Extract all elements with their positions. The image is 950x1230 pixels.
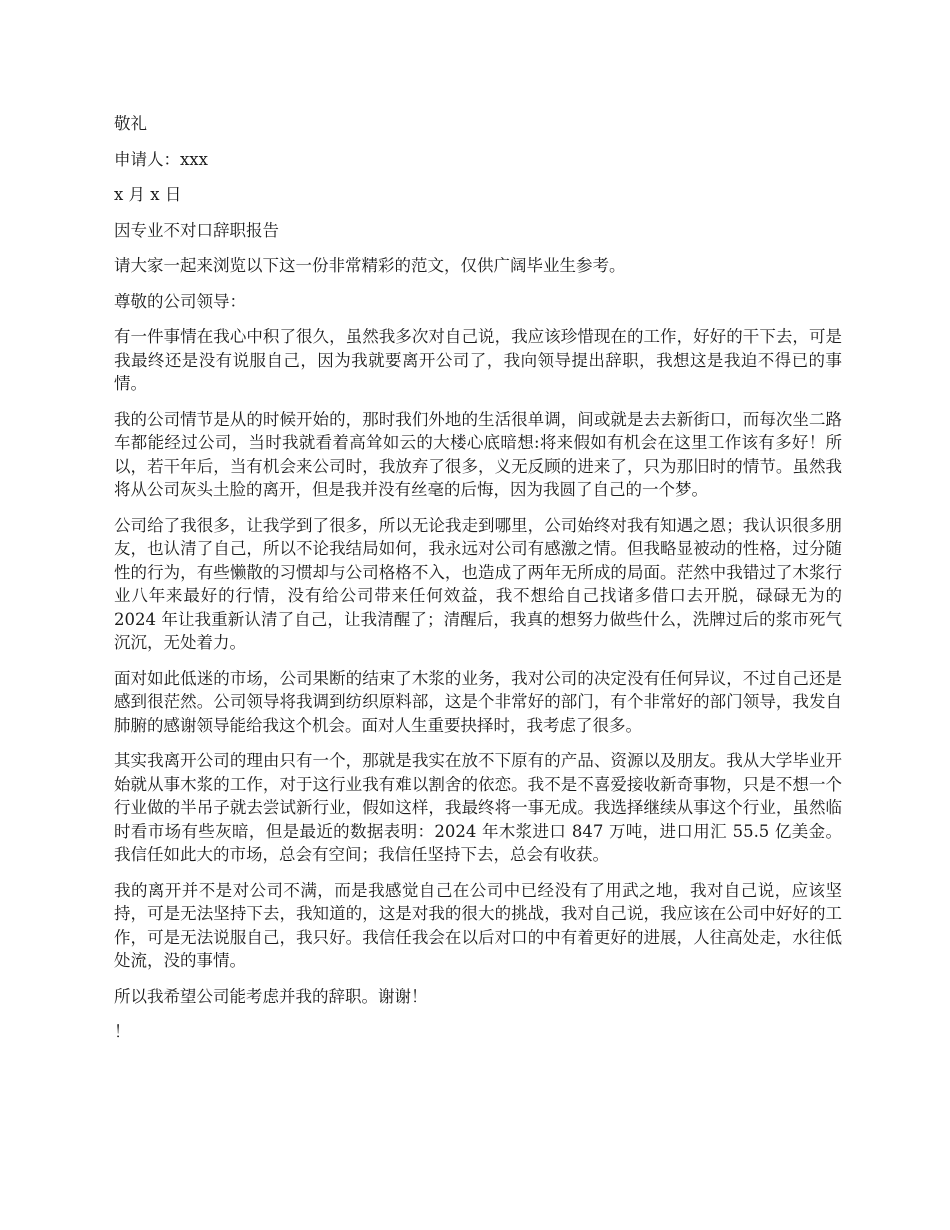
body-paragraph: 其实我离开公司的理由只有一个，那就是我实在放不下原有的产品、资源以及朋友。我从大学毕业开始就从事木浆的工作，对于这行业我有难以割舍的依恋。我不是不喜爱接收新奇事物，只是不想一个行业做的半吊子就去尝试新行业，假如这样，我最终将一事无成。我选择继续从事这个行业，虽然临时看市场有些灰暗，但是最近的数据表明：2024 年木浆进口 847 万吨，进口用汇 55.5 亿美金。我信任如此大的市场，总会有空间；我信任坚持下去，总会有收获。: [114, 751, 842, 864]
body-paragraph: 有一件事情在我心中积了很久，虽然我多次对自己说，我应该珍惜现在的工作，好好的干下去，可是我最终还是没有说服自己，因为我就要离开公司了，我向领导提出辞职，我想这是我迫不得已的事情。: [114, 327, 842, 393]
intro-paragraph: 请大家一起来浏览以下这一份非常精彩的范文，仅供广阔毕业生参考。: [114, 256, 626, 275]
document-body: [114, 112, 842, 1056]
ending-mark: ！: [114, 1022, 131, 1041]
body-paragraph: 面对如此低迷的市场，公司果断的结束了木浆的业务，我对公司的决定没有任何异议，不过自己还是感到很茫然。公司领导将我调到纺织原料部，这是个非常好的部门，有个非常好的部门领导，我发自肺腑的感谢领导能给我这个机会。面对人生重要抉择时，我考虑了很多。: [114, 668, 842, 735]
document-title: 因专业不对口辞职报告: [114, 220, 279, 240]
date-line: x 月 x 日: [114, 185, 182, 204]
closing-line: 敬礼: [114, 114, 147, 133]
body-paragraph: 我的离开并不是对公司不满，而是我感觉自己在公司中已经没有了用武之地，我对自己说，应该坚持，可是无法坚持下去，我知道的，这是对我的很大的挑战，我对自己说，我应该在公司中好好的工作，可是无法说服自己，我只好。我信任我会在以后对口的中有着更好的进展，人往高处走，水往低处流，没的事情。: [114, 880, 842, 970]
applicant-line: 申请人：xxx: [114, 149, 208, 169]
body-paragraph: 所以我希望公司能考虑并我的辞职。谢谢！: [114, 986, 428, 1006]
body-paragraph: 公司给了我很多，让我学到了很多，所以无论我走到哪里，公司始终对我有知遇之恩；我认识很多朋友，也认清了自己，所以不论我结局如何，我永远对公司有感激之情。但我略显被动的性格，过分随性的行为，有些懒散的习惯却与公司格格不入，也造成了两年无所成的局面。茫然中我错过了木浆行业八年来最好的行情，没有给公司带来任何效益，我不想给自己找诸多借口去开脱，碌碌无为的 2024 年让我重新认清了自己，让我清醒了；清醒后，我真的想努力做些什么，洗牌过后的浆市死气沉沉，无处着力。: [114, 515, 842, 652]
salutation: 尊敬的公司领导：: [114, 291, 246, 311]
body-paragraph: 我的公司情节是从的时候开始的，那时我们外地的生活很单调，间或就是去去新街口，而每次坐二路车都能经过公司，当时我就看着高耸如云的大楼心底暗想:将来假如有机会在这里工作该有多好！所以，若干年后，当有机会来公司时，我放弃了很多，义无反顾的进来了，只为那旧时的情节。虽然我将从公司灰头土脸的离开，但是我并没有丝毫的后悔，因为我圆了自己的一个梦。: [114, 409, 842, 499]
